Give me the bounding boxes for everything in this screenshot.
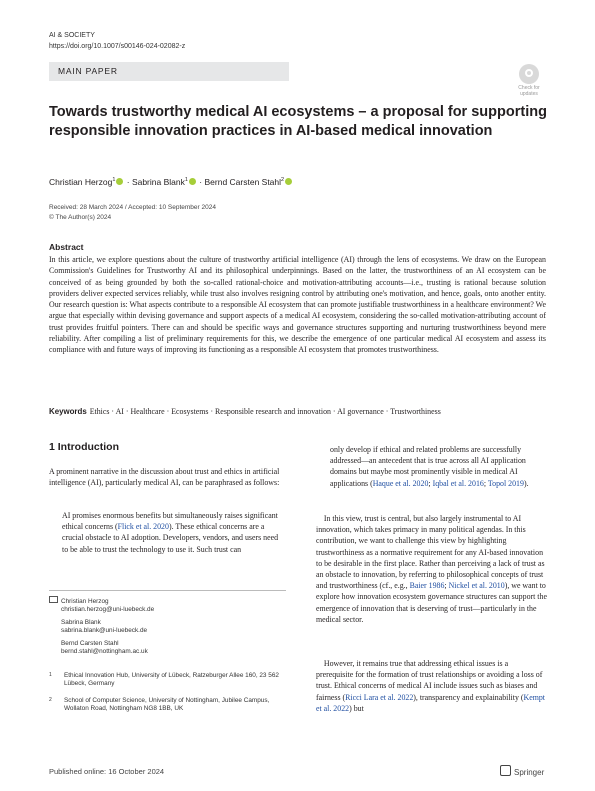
check-for-updates-badge[interactable] (512, 64, 546, 104)
copyright-line: © The Author(s) 2024 (49, 214, 112, 221)
paragraph-text: ), transparency and explainability ( (413, 692, 524, 702)
paragraph-text: However, it remains true that addressing ethical issues is a prerequisite for the formation of trust relationships or avoiding a loss of trust. Ethical concerns of medical AI include issues such as biases and fairness ( (316, 659, 543, 702)
author-affiliation-mark: 2 (281, 177, 285, 183)
citation-link[interactable]: Haque et al. 2020 (372, 478, 429, 488)
affiliation-number: 1 (49, 672, 52, 678)
paragraph-text: In this view, trust is central, but also largely instrumental to AI innovation, which takes primacy in many political agendas. In this contribution, we want to challenge this view by highlighting trustworthiness as a normative requirement for any AI-based innovation to be desirable in the first place. Rather than perceiving a lack of trust as an obstacle to innovation, by referring to philosophical concepts of trust and trustworthiness (cf., e.g., (316, 514, 545, 591)
published-online-date: Published online: 16 October 2024 (49, 767, 165, 776)
citation-link[interactable]: Ricci Lara et al. 2022 (345, 692, 414, 702)
citation-link[interactable]: Kempt et al. 2022 (316, 692, 545, 713)
abstract-heading: Abstract (49, 242, 84, 252)
envelope-icon (49, 596, 58, 603)
quote-text: ). (523, 478, 529, 488)
contact-email[interactable]: christian.herzog@uni-luebeck.de (61, 606, 155, 614)
author-name[interactable]: Christian Herzog (49, 176, 113, 187)
keywords-label: Keywords (49, 407, 87, 416)
paragraph-text: ), we want to explore how innovation ecosystem governance structures can support the emergence of innovation that is deserving of trust—particularly in the medical sector. (316, 581, 547, 624)
citation-separator: ; (483, 478, 488, 488)
publication-dates (49, 203, 216, 223)
check-for-updates-label: Check for updates (518, 85, 540, 97)
abstract-text: In this article, we explore questions about the culture of trustworthy artificial intelligence (AI) through the lens of ecosystems. We draw on the European Commission's Guidelines for Trustworthy AI and its philosophical underpinnings. Based on the latter, the trustworthiness of an AI ecosystem can be conceived of as being grounded by both the so-called rational-choice and motivation-attributing accounts—i.e., trusting is rational because solution providers deliver expected services reliably, while trust also involves resigning control by attributing one's motivation, and hence, goals, onto another entity. Our research question is: What aspects contribute to a responsible AI ecosystem that can promote justifiable trustworthiness in a healthcare environment? We argue that especially within devising governance and support aspects of a medical AI ecosystem, considering the so-called motivation-attributing account of trust provides fruitful pointers. There can and should be specific ways and governance structures supporting and nurturing trustworthiness beyond mere reliability. After compiling a list of preliminary requirements for this, we describe the emergence of one particular medical AI ecosystem and assess its compliance with and future ways of improving its functioning as a responsible AI ecosystem that promotes trustworthiness. (49, 255, 546, 355)
check-for-updates-icon (519, 64, 539, 84)
section-heading: 1 Introduction (49, 441, 119, 453)
corresponding-contacts (49, 596, 154, 656)
paragraph-text: ) but (349, 703, 364, 713)
author-affiliation-mark: 1 (112, 177, 116, 183)
author-list: Christian Herzog$^1$ · Sabrina Blank$^1$ · Bernd Carsten Stahl$^2$ (49, 174, 293, 188)
citation-link[interactable]: Iqbal et al. 2016 (432, 478, 484, 488)
received-accepted-dates: Received: 28 March 2024 / Accepted: 10 September 2024 (49, 204, 216, 211)
orcid-icon[interactable] (116, 178, 123, 185)
affiliation (49, 672, 286, 692)
quote-text: ). These ethical concerns are a crucial obstacle to AI adoption. Developers, vendors, and users need to be able to trust the technology to use it. Such trust can (62, 522, 279, 554)
affiliation-text: School of Computer Science, University of Nottingham, Jubilee Campus, Wollaton Road, Nottingham NG8 1BB, UK (64, 697, 270, 713)
contact-email[interactable]: sabrina.blank@uni-luebeck.de (61, 627, 148, 635)
citation-link[interactable]: Topol 2019 (487, 478, 524, 488)
block-quote (62, 510, 284, 555)
contact-name: Christian Herzog (61, 598, 109, 605)
keywords-list: Ethics · AI · Healthcare · Ecosystems · Responsible research and innovation · AI governance · Trustworthiness (89, 407, 441, 416)
keywords (49, 406, 549, 417)
author-affiliation-mark: 1 (184, 177, 188, 183)
journal-name: AI & SOCIETY (49, 32, 95, 39)
orcid-icon[interactable] (189, 178, 196, 185)
affiliation-text: Ethical Innovation Hub, University of Lübeck, Ratzeburger Allee 160, 23 562 Lübeck, Germany (64, 672, 279, 688)
affiliation (49, 697, 286, 727)
block-quote-continued (330, 444, 547, 489)
intro-paragraph: A prominent narrative in the discussion about trust and ethics in artificial intelligence (AI), particularly medical AI, can be paraphrased as follows: (49, 467, 280, 488)
citation-link[interactable]: Flick et al. 2020 (117, 522, 169, 532)
contact-name: Sabrina Blank (61, 618, 101, 626)
contact-name: Bernd Carsten Stahl (61, 639, 119, 647)
footnote-divider (49, 590, 286, 591)
body-paragraph (316, 658, 547, 714)
citation-link[interactable]: Baier 1986 (409, 581, 445, 591)
quote-text: only develop if ethical and related problems are successfully addressed—an antecedent that is true across all AI application domains but maybe most prominently visible in medical AI applications ( (330, 445, 526, 488)
quote-text: AI promises enormous benefits but simultaneously raises significant ethical concerns ( (62, 511, 278, 532)
paper-title: Towards trustworthy medical AI ecosystems – a proposal for supporting responsible innovation practices in AI-based medical innovation (49, 104, 547, 139)
affiliation-number: 2 (49, 697, 52, 703)
citation-link[interactable]: Nickel et al. 2010 (448, 581, 505, 591)
orcid-icon[interactable] (285, 178, 292, 185)
article-type-label: MAIN PAPER (58, 66, 118, 76)
publisher-logo[interactable] (500, 765, 544, 777)
springer-horse-icon (500, 765, 511, 776)
body-paragraph (316, 513, 547, 625)
citation-separator: ; (444, 581, 449, 591)
doi-link[interactable]: https://doi.org/10.1007/s00146-024-02082-z (49, 43, 186, 50)
article-type-banner (49, 62, 289, 81)
author-name[interactable]: Bernd Carsten Stahl (204, 176, 282, 187)
contact-email[interactable]: bernd.stahl@nottingham.ac.uk (61, 648, 148, 656)
author-name[interactable]: Sabrina Blank (131, 176, 185, 187)
citation-separator: ; (428, 478, 433, 488)
publisher-name: Springer (514, 768, 545, 777)
